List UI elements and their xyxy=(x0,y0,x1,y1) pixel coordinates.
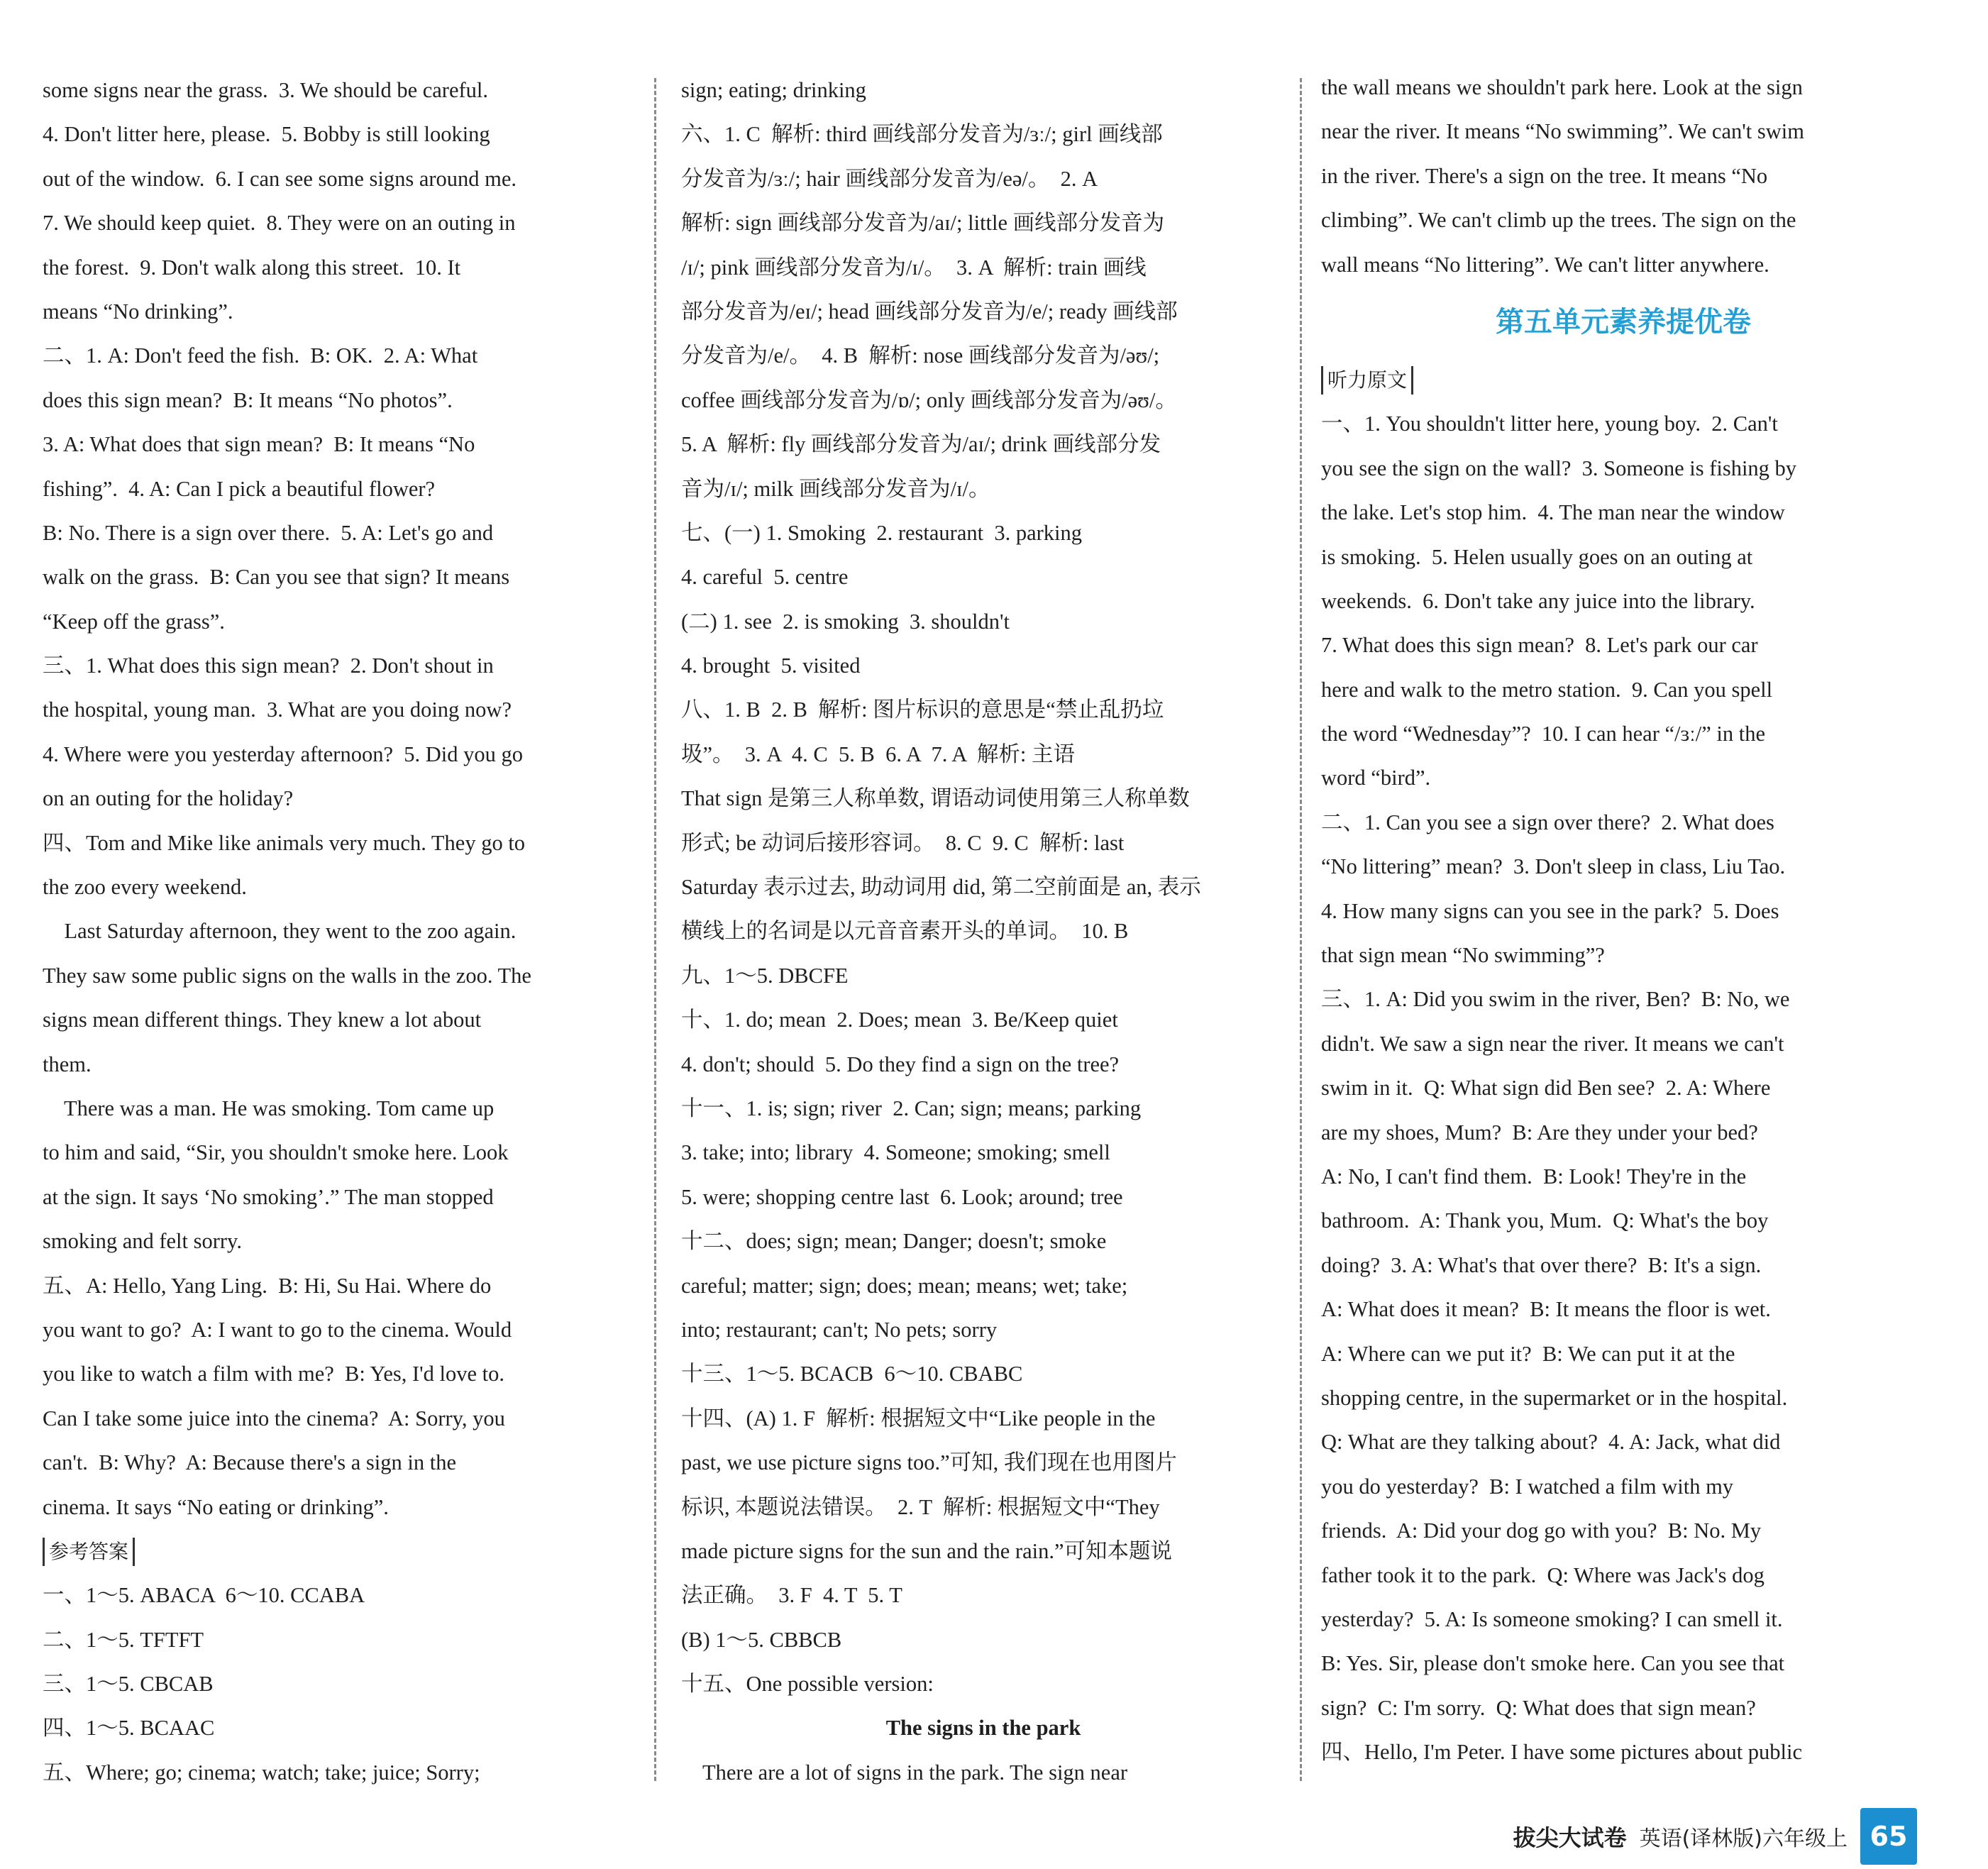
text-line: them. xyxy=(43,1052,92,1076)
text-line: 4. don't; should 5. Do they find a sign on the tree? xyxy=(681,1052,1120,1076)
book-title: 拔尖大试卷 xyxy=(1513,1824,1627,1851)
text-line: That sign 是第三人称单数, 谓语动词使用第三人称单数 xyxy=(681,786,1190,811)
text-line: shopping centre, in the supermarket or in the hospital. xyxy=(1321,1385,1788,1410)
text-line: 一、1. You shouldn't litter here, young boy. 2. Can't xyxy=(1321,412,1778,436)
text-line: 部分发音为/eɪ/; head 画线部分发音为/e/; ready 画线部 xyxy=(681,299,1178,324)
text-line: signs mean different things. They knew a lot about xyxy=(43,1008,482,1032)
text-line: B: No. There is a sign over there. 5. A: Let's go and xyxy=(43,520,494,545)
answer-column-3 xyxy=(1321,65,1926,1774)
text-line: bathroom. A: Thank you, Mum. Q: What's the boy xyxy=(1321,1208,1769,1233)
text-line: 十五、One possible version: xyxy=(681,1672,934,1697)
text-line: you want to go? A: I want to go to the cinema. Would xyxy=(43,1317,512,1342)
text-line: 4. Don't litter here, please. 5. Bobby is still looking xyxy=(43,122,490,147)
text-line: 六、1. C 解析: third 画线部分发音为/ɜː/; girl 画线部 xyxy=(681,122,1163,147)
essay-title: The signs in the park xyxy=(885,1716,1081,1741)
text-line: 4. Where were you yesterday afternoon? 5. Did you go xyxy=(43,741,523,766)
text-line: 十二、does; sign; mean; Danger; doesn't; smoke xyxy=(681,1229,1107,1254)
text-line: climbing”. We can't climb up the trees. The sign on the xyxy=(1321,208,1796,233)
page-footer xyxy=(1513,1808,1917,1865)
text-line: is smoking. 5. Helen usually goes on an outing at xyxy=(1321,544,1753,569)
subject-label: 英语(译林版)六年级上 xyxy=(1639,1826,1848,1851)
text-line: cinema. It says “No eating or drinking”. xyxy=(43,1494,389,1519)
text-line: smoking and felt sorry. xyxy=(43,1229,242,1254)
text-line: There was a man. He was smoking. Tom came up xyxy=(43,1096,495,1120)
text-line: 二、1. Can you see a sign over there? 2. What does xyxy=(1321,810,1774,834)
text-line: “Keep off the grass”. xyxy=(43,609,225,634)
text-line: 二、1. A: Don't feed the fish. B: OK. 2. A: What xyxy=(43,343,478,368)
column-divider xyxy=(1300,78,1302,1781)
page-number: 65 xyxy=(1860,1808,1917,1865)
text-line: into; restaurant; can't; No pets; sorry xyxy=(681,1317,998,1342)
text-line: sign? C: I'm sorry. Q: What does that sign mean? xyxy=(1321,1695,1756,1720)
text-line: Saturday 表示过去, 助动词用 did, 第二空前面是 an, 表示 xyxy=(681,875,1201,900)
text-line: word “bird”. xyxy=(1321,766,1431,790)
text-line: Q: What are they talking about? 4. A: Jack, what did xyxy=(1321,1430,1781,1455)
text-line: coffee 画线部分发音为/ɒ/; only 画线部分发音为/əʊ/。 xyxy=(681,387,1177,412)
text-line: the zoo every weekend. xyxy=(43,875,247,900)
text-line: the wall means we shouldn't park here. Look at the sign xyxy=(1321,75,1803,99)
text-line: the lake. Let's stop him. 4. The man near the window xyxy=(1321,500,1785,525)
text-line: 八、1. B 2. B 解析: 图片标识的意思是“禁止乱扔垃 xyxy=(681,698,1164,722)
text-line: 九、1～5. DBCFE xyxy=(681,963,849,988)
text-line: on an outing for the holiday? xyxy=(43,786,294,811)
text-line: 一、1～5. ABACA 6～10. CCABA xyxy=(43,1583,365,1608)
text-line: 十一、1. is; sign; river 2. Can; sign; means; parking xyxy=(681,1096,1142,1120)
text-line: father took it to the park. Q: Where was Jack's dog xyxy=(1321,1562,1765,1587)
text-line: means “No drinking”. xyxy=(43,299,233,324)
text-line: 3. take; into; library 4. Someone; smoking; smell xyxy=(681,1140,1110,1165)
text-line: 法正确。 3. F 4. T 5. T xyxy=(681,1583,902,1608)
text-line: 圾”。 3. A 4. C 5. B 6. A 7. A 解析: 主语 xyxy=(681,741,1075,766)
text-line: made picture signs for the sun and the rain.”可知本题说 xyxy=(681,1538,1173,1563)
text-line: some signs near the grass. 3. We should be careful. xyxy=(43,78,489,102)
text-line: to him and said, “Sir, you shouldn't smoke here. Look xyxy=(43,1140,509,1165)
answer-column-1 xyxy=(43,68,647,1794)
text-line: 7. We should keep quiet. 8. They were on an outing in xyxy=(43,211,516,236)
text-line: doing? 3. A: What's that over there? B: It's a sign. xyxy=(1321,1252,1762,1277)
text-line: walk on the grass. B: Can you see that sign? It means xyxy=(43,565,510,590)
text-line: 十四、(A) 1. F 解析: 根据短文中“Like people in the xyxy=(681,1406,1156,1430)
text-line: 三、1. A: Did you swim in the river, Ben? B: No, we xyxy=(1321,987,1790,1012)
text-line: the hospital, young man. 3. What are you doing now? xyxy=(43,698,512,722)
text-line: wall means “No littering”. We can't litter anywhere. xyxy=(1321,252,1769,277)
text-line: fishing”. 4. A: Can I pick a beautiful flower? xyxy=(43,476,436,501)
text-line: 7. What does this sign mean? 8. Let's park our car xyxy=(1321,633,1758,658)
text-line: 五、A: Hello, Yang Ling. B: Hi, Su Hai. Where do xyxy=(43,1273,492,1298)
text-line: 四、1～5. BCAAC xyxy=(43,1716,215,1741)
text-line: near the river. It means “No swimming”. We can't swim xyxy=(1321,119,1804,144)
column-divider xyxy=(654,78,656,1781)
text-line: you like to watch a film with me? B: Yes, I'd love to. xyxy=(43,1362,504,1386)
answer-column-2 xyxy=(681,68,1286,1794)
text-line: 标识, 本题说法错误。 2. T 解析: 根据短文中“They xyxy=(681,1494,1160,1519)
text-line: you do yesterday? B: I watched a film with my xyxy=(1321,1474,1734,1499)
text-line: at the sign. It says ‘No smoking’.” The man stopped xyxy=(43,1184,494,1209)
text-line: careful; matter; sign; does; mean; means; wet; take; xyxy=(681,1273,1128,1298)
text-line: Last Saturday afternoon, they went to the zoo again. xyxy=(43,919,517,944)
text-line: out of the window. 6. I can see some signs around me. xyxy=(43,166,517,191)
text-line: 五、Where; go; cinema; watch; take; juice; Sorry; xyxy=(43,1760,480,1785)
text-line: 七、(一) 1. Smoking 2. restaurant 3. parking xyxy=(681,520,1083,545)
text-line: 十、1. do; mean 2. Does; mean 3. Be/Keep quiet xyxy=(681,1008,1118,1032)
text-line: 解析: sign 画线部分发音为/aɪ/; little 画线部分发音为 xyxy=(681,211,1165,236)
text-line: swim in it. Q: What sign did Ben see? 2. A: Where xyxy=(1321,1076,1771,1101)
text-line: can't. B: Why? A: Because there's a sign in the xyxy=(43,1450,456,1475)
text-line: does this sign mean? B: It means “No photos”. xyxy=(43,387,453,412)
text-line: 4. brought 5. visited xyxy=(681,654,861,678)
text-line: 4. careful 5. centre xyxy=(681,565,849,590)
text-line: 音为/ɪ/; milk 画线部分发音为/ɪ/。 xyxy=(681,476,990,501)
text-line: weekends. 6. Don't take any juice into the library. xyxy=(1321,588,1755,613)
unit-title: 第五单元素养提优卷 xyxy=(1496,305,1751,338)
text-line: you see the sign on the wall? 3. Someone is fishing by xyxy=(1321,456,1797,480)
essay-line: There are a lot of signs in the park. The sign near xyxy=(681,1760,1128,1785)
text-line: B: Yes. Sir, please don't smoke here. Can you see that xyxy=(1321,1651,1785,1676)
text-line: “No littering” mean? 3. Don't sleep in class, Liu Tao. xyxy=(1321,854,1786,879)
text-line: yesterday? 5. A: Is someone smoking? I can smell it. xyxy=(1321,1606,1783,1631)
text-line: They saw some public signs on the walls in the zoo. The xyxy=(43,963,531,988)
text-line: 三、1～5. CBCAB xyxy=(43,1672,214,1697)
text-line: are my shoes, Mum? B: Are they under your bed? xyxy=(1321,1120,1758,1145)
text-line: Can I take some juice into the cinema? A: Sorry, you xyxy=(43,1406,505,1430)
text-line: A: Where can we put it? B: We can put it at the xyxy=(1321,1341,1735,1366)
text-line: A: What does it mean? B: It means the floor is wet. xyxy=(1321,1297,1771,1322)
text-line: that sign mean “No swimming”? xyxy=(1321,943,1605,968)
text-line: the forest. 9. Don't walk along this street. 10. It xyxy=(43,255,461,280)
text-line: /ɪ/; pink 画线部分发音为/ɪ/。 3. A 解析: train 画线 xyxy=(681,255,1147,280)
text-line: here and walk to the metro station. 9. Can you spell xyxy=(1321,677,1773,702)
text-line: 4. How many signs can you see in the park? 5. Does xyxy=(1321,898,1779,923)
text-line: 5. A 解析: fly 画线部分发音为/aɪ/; drink 画线部分发 xyxy=(681,432,1161,457)
answer-key-label: 参考答案 xyxy=(43,1538,135,1566)
text-line: friends. A: Did your dog go with you? B: No. My xyxy=(1321,1518,1762,1543)
listening-label: 听力原文 xyxy=(1321,366,1413,395)
text-line: 横线上的名词是以元音音素开头的单词。 10. B xyxy=(681,919,1129,944)
text-line: 四、Tom and Mike like animals very much. They go to xyxy=(43,830,526,855)
text-line: sign; eating; drinking xyxy=(681,78,866,102)
text-line: 形式; be 动词后接形容词。 8. C 9. C 解析: last xyxy=(681,830,1125,855)
text-line: 十三、1～5. BCACB 6～10. CBABC xyxy=(681,1362,1023,1386)
text-line: 3. A: What does that sign mean? B: It means “No xyxy=(43,432,475,457)
text-line: 三、1. What does this sign mean? 2. Don't shout in xyxy=(43,654,494,678)
text-line: 四、Hello, I'm Peter. I have some pictures about public xyxy=(1321,1740,1803,1765)
text-line: 分发音为/e/。 4. B 解析: nose 画线部分发音为/əʊ/; xyxy=(681,343,1160,368)
text-line: 二、1～5. TFTFT xyxy=(43,1627,204,1652)
text-line: A: No, I can't find them. B: Look! They're in the xyxy=(1321,1164,1747,1189)
text-line: didn't. We saw a sign near the river. It means we can't xyxy=(1321,1031,1784,1056)
text-line: (B) 1～5. CBBCB xyxy=(681,1627,842,1652)
text-line: 分发音为/ɜː/; hair 画线部分发音为/eə/。 2. A xyxy=(681,166,1098,191)
text-line: (二) 1. see 2. is smoking 3. shouldn't xyxy=(681,609,1010,634)
text-line: past, we use picture signs too.”可知, 我们现在也用图片 xyxy=(681,1450,1177,1475)
text-line: in the river. There's a sign on the tree. It means “No xyxy=(1321,163,1768,188)
text-line: the word “Wednesday”? 10. I can hear “/ɜː/” in the xyxy=(1321,722,1766,746)
text-line: 5. were; shopping centre last 6. Look; around; tree xyxy=(681,1184,1123,1209)
